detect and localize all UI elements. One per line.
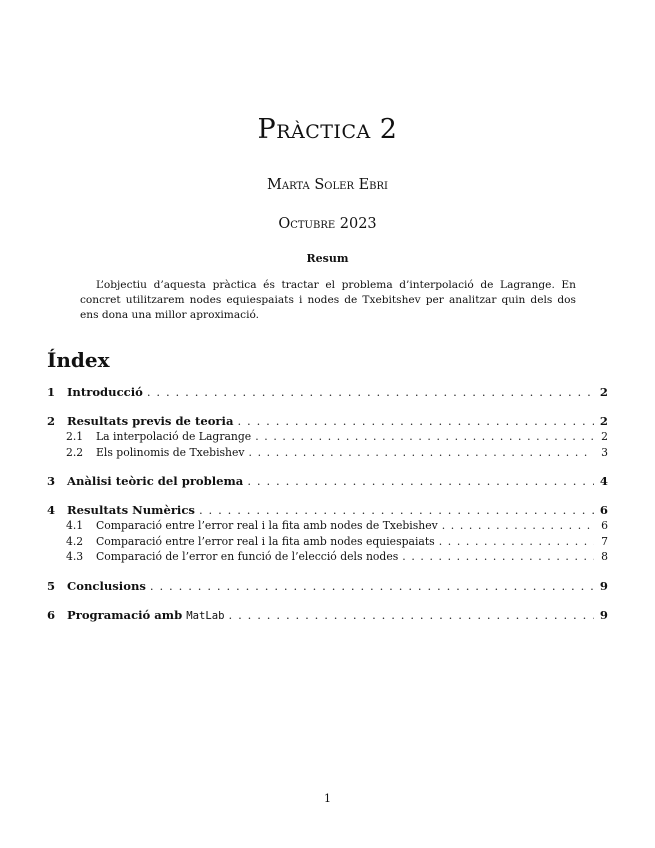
toc-entry-resultats-numerics[interactable] [47, 502, 608, 518]
toc-section-label: Introducció [67, 385, 143, 399]
index-heading: Índex [47, 348, 110, 372]
toc-entry-polinomis-txebishev[interactable] [47, 445, 608, 461]
toc-section-number: 5 [47, 578, 56, 593]
page-number: 1 [324, 792, 331, 805]
toc-subsection-label: Comparació entre l’error real i la fita amb nodes de Txebishev [96, 519, 438, 532]
abstract-heading: Resum [306, 252, 349, 265]
toc-subsection-number: 4.1 [66, 519, 84, 532]
toc-entry-resultats-previs[interactable] [47, 413, 608, 429]
toc-entry-comparacio-txebishev[interactable] [47, 518, 608, 534]
table-of-contents [47, 384, 608, 623]
toc-page-number: 2 [601, 430, 608, 443]
toc-leader-dots [146, 578, 594, 594]
toc-section-label: Anàlisi teòric del problema [67, 474, 244, 488]
document-date: Octubre 2023 [278, 216, 377, 232]
toc-page-number: 9 [599, 578, 608, 593]
document-author: Marta Soler Ebri [267, 177, 388, 193]
toc-entry-programacio-matlab[interactable] [47, 607, 608, 623]
toc-entry-introduccio[interactable] [47, 384, 608, 400]
toc-page-number: 6 [599, 503, 608, 517]
toc-section-label: Resultats Numèrics [67, 503, 195, 517]
toc-page-number: 6 [601, 519, 608, 532]
toc-leader-dots [243, 473, 594, 489]
toc-subsection-number: 4.2 [66, 534, 84, 548]
toc-leader-dots [245, 445, 594, 461]
toc-leader-dots [195, 502, 594, 518]
toc-subsection-number: 2.2 [66, 445, 84, 459]
toc-section-number: 6 [47, 607, 56, 622]
toc-section-number: 4 [47, 503, 56, 517]
toc-page-number: 2 [599, 414, 608, 428]
toc-page-number: 9 [599, 607, 608, 622]
toc-entry-conclusions[interactable] [47, 578, 608, 594]
toc-leader-dots [438, 518, 594, 534]
toc-leader-dots [225, 607, 594, 623]
toc-section-number: 1 [47, 385, 56, 399]
toc-section-label [67, 607, 225, 623]
toc-leader-dots [143, 384, 594, 400]
toc-leader-dots [251, 429, 594, 445]
abstract-text: L’objectiu d’aquesta pràctica és tractar el problema d’interpolació de Lagrange. En concret utilitzarem nodes equiespaiats i nodes de Txebitshev per analitzar quin dels dos ens dona una millor aproximació. [80, 279, 576, 321]
toc-leader-dots [398, 549, 594, 565]
toc-section-number: 3 [47, 474, 56, 488]
toc-page-number: 7 [601, 534, 608, 548]
toc-entry-comparacio-equiespaiats[interactable] [47, 534, 608, 550]
toc-subsection-label: Comparació de l’error en funció de l’elecció dels nodes [96, 550, 399, 563]
toc-page-number: 8 [601, 550, 608, 563]
toc-entry-interpolacio-lagrange[interactable] [47, 429, 608, 445]
toc-subsection-label: La interpolació de Lagrange [96, 430, 252, 443]
toc-page-number: 4 [599, 474, 608, 488]
document-title: Pràctica 2 [257, 114, 398, 145]
toc-leader-dots [233, 413, 594, 429]
toc-section-label: Conclusions [67, 578, 146, 593]
toc-entry-comparacio-eleccio-nodes[interactable] [47, 549, 608, 565]
toc-page-number: 2 [599, 385, 608, 399]
toc-section-label-text: Programació amb [67, 607, 183, 622]
toc-section-label-code: MatLab [186, 609, 225, 622]
toc-subsection-number: 4.3 [66, 550, 84, 563]
toc-subsection-label: Comparació entre l’error real i la fita amb nodes equiespaiats [96, 534, 435, 548]
toc-section-label: Resultats previs de teoria [67, 414, 234, 428]
toc-leader-dots [435, 534, 594, 550]
toc-entry-analisi-teoric[interactable] [47, 473, 608, 489]
toc-section-number: 2 [47, 414, 56, 428]
toc-page-number: 3 [601, 445, 608, 459]
toc-subsection-label: Els polinomis de Txebishev [96, 445, 245, 459]
toc-subsection-number: 2.1 [66, 430, 84, 443]
